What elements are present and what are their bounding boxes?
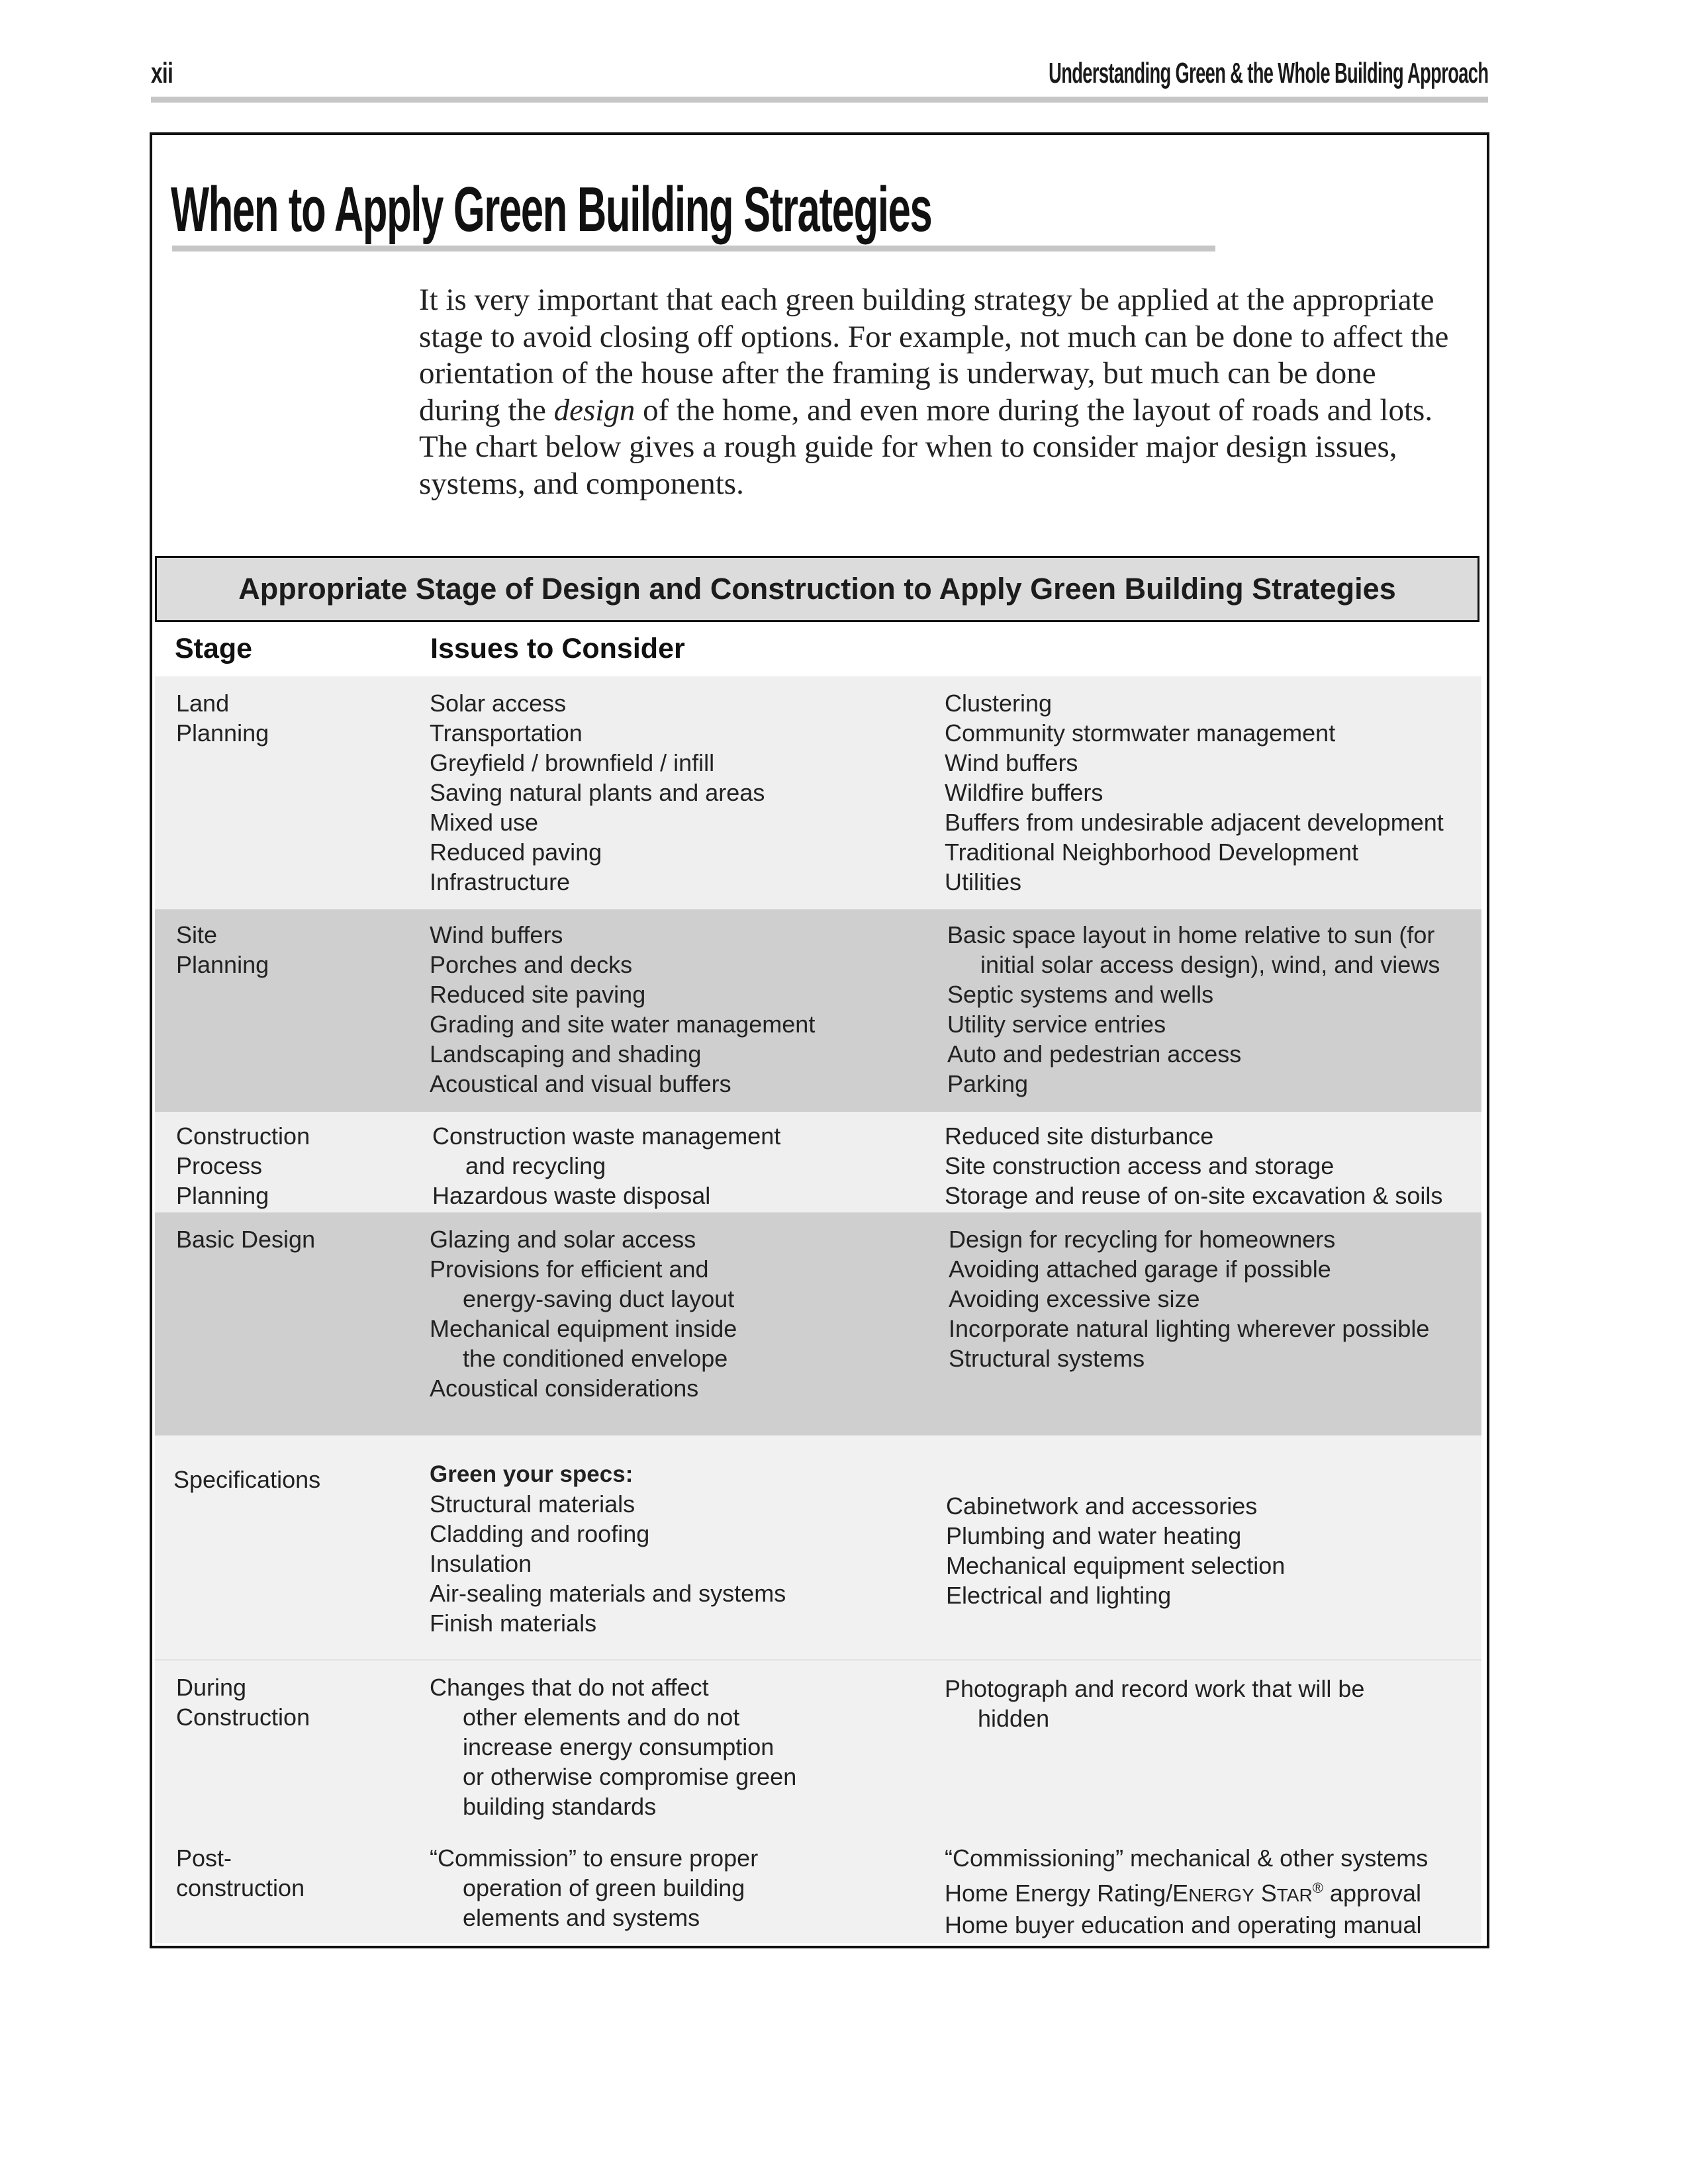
stage-cell — [176, 1843, 305, 1903]
stage-label: Specifications — [173, 1466, 321, 1493]
stage-cell — [176, 688, 269, 748]
list-item: Greyfield / brownfield / infill — [430, 749, 715, 776]
stage-label: Post- — [176, 1844, 232, 1872]
stage-label: Construction — [176, 1704, 310, 1731]
list-item: Landscaping and shading — [430, 1040, 702, 1068]
star-smallcaps: TAR — [1276, 1885, 1313, 1905]
header-rule — [151, 97, 1488, 103]
stage-label: Planning — [176, 1182, 269, 1209]
list-item: Septic systems and wells — [947, 981, 1214, 1008]
list-item: Mechanical equipment selection — [946, 1552, 1286, 1579]
list-item: Construction waste management — [432, 1122, 781, 1150]
issues-right-cell — [949, 1224, 1429, 1373]
list-item: initial solar access design), wind, and views — [980, 951, 1440, 978]
list-item: Utilities — [945, 868, 1022, 895]
table-title: Appropriate Stage of Design and Construction to Apply Green Building Strategies — [238, 572, 1396, 606]
list-item: hidden — [978, 1705, 1050, 1732]
list-item: Utility service entries — [947, 1011, 1166, 1038]
list-item: Auto and pedestrian access — [947, 1040, 1242, 1068]
list-item: operation of green building — [463, 1874, 745, 1901]
list-item: Porches and decks — [430, 951, 633, 978]
list-item: Insulation — [430, 1550, 532, 1577]
intro-text-1: It is very important that each green building strategy be applied at the appropriate stage to avoid closing off options. For example, not much can be done to affect the orientation of the house after the framing is underway, but much can be done during the — [419, 283, 1449, 428]
issues-left-cell — [430, 1843, 758, 1933]
table-row-specifications — [155, 1435, 1481, 1659]
registered-mark: ® — [1312, 1880, 1323, 1896]
running-head: Understanding Green & the Whole Building Approach — [1048, 57, 1488, 89]
stage-cell — [173, 1465, 320, 1494]
list-item: or otherwise compromise green — [463, 1763, 797, 1790]
list-item: Reduced site paving — [430, 981, 646, 1008]
list-item: Plumbing and water heating — [946, 1522, 1242, 1549]
list-item: Wind buffers — [430, 921, 563, 948]
list-item — [945, 1873, 1428, 1910]
list-item: Changes that do not affect — [430, 1674, 709, 1701]
list-item: Mixed use — [430, 809, 539, 836]
issues-right-cell — [945, 1674, 1364, 1733]
list-item: Solar access — [430, 690, 567, 717]
list-item: Avoiding attached garage if possible — [949, 1255, 1331, 1283]
list-heading: Green your specs: — [430, 1461, 633, 1487]
energy-smallcaps: NERGY — [1188, 1885, 1254, 1905]
issues-right-cell — [947, 920, 1440, 1099]
issues-right-cell — [946, 1491, 1285, 1610]
column-header-stage: Stage — [175, 633, 253, 664]
list-item: building standards — [463, 1793, 657, 1820]
issues-left-cell — [430, 920, 815, 1099]
list-item: Incorporate natural lighting wherever possible — [949, 1315, 1430, 1342]
list-item: Structural materials — [430, 1490, 635, 1518]
stage-cell — [176, 1672, 310, 1732]
list-item: Community stormwater management — [945, 719, 1336, 747]
list-item: Site construction access and storage — [945, 1152, 1335, 1179]
stage-cell — [176, 920, 269, 979]
stage-label: Process — [176, 1152, 263, 1179]
list-item: and recycling — [465, 1152, 606, 1179]
intro-text-2: of the home, and even more during the layout of roads and lots. The chart below gives a rough guide for when to consider major design issues, systems, and components. — [419, 392, 1433, 501]
issues-right-cell — [945, 1121, 1442, 1210]
stage-label: Basic Design — [176, 1226, 316, 1253]
issues-left-cell — [430, 1672, 796, 1821]
table-row-site-planning — [155, 909, 1481, 1112]
list-item: Acoustical and visual buffers — [430, 1070, 731, 1097]
list-item: energy-saving duct layout — [463, 1285, 735, 1312]
list-item: Design for recycling for homeowners — [949, 1226, 1336, 1253]
table-row-construction-process-planning — [155, 1112, 1481, 1212]
list-item: Finish materials — [430, 1610, 597, 1637]
stage-label: During — [176, 1674, 247, 1701]
list-item: Hazardous waste disposal — [432, 1182, 711, 1209]
issues-left-cell — [432, 1121, 780, 1210]
list-item: Electrical and lighting — [946, 1582, 1172, 1609]
list-item: Avoiding excessive size — [949, 1285, 1200, 1312]
list-item: Mechanical equipment inside — [430, 1315, 737, 1342]
stage-label: construction — [176, 1874, 305, 1901]
list-item: increase energy consumption — [463, 1733, 774, 1760]
list-item: “Commissioning” mechanical & other systems — [945, 1844, 1429, 1872]
list-item: Traditional Neighborhood Development — [945, 839, 1359, 866]
title-rule — [172, 246, 1215, 251]
list-item: “Commission” to ensure proper — [430, 1844, 759, 1872]
table-row-basic-design — [155, 1212, 1481, 1435]
list-item: Clustering — [945, 690, 1053, 717]
table-row-post-construction — [155, 1833, 1481, 1943]
list-item: Reduced paving — [430, 839, 602, 866]
list-item: Transportation — [430, 719, 583, 747]
list-item: other elements and do not — [463, 1704, 740, 1731]
column-header-issues: Issues to Consider — [430, 633, 685, 664]
intro-paragraph — [419, 282, 1452, 502]
stage-cell — [176, 1224, 315, 1254]
list-item: Storage and reuse of on-site excavation & soils — [945, 1182, 1443, 1209]
stage-label: Site — [176, 921, 218, 948]
intro-emphasis: design — [553, 392, 635, 428]
list-item: Grading and site water management — [430, 1011, 816, 1038]
list-item: Structural systems — [949, 1345, 1145, 1372]
table-row-land-planning — [155, 676, 1481, 909]
issues-left-cell — [430, 688, 765, 897]
list-item: Cladding and roofing — [430, 1520, 650, 1547]
list-item: Home buyer education and operating manual — [945, 1911, 1422, 1938]
list-item: Basic space layout in home relative to sun (for — [947, 921, 1435, 948]
page-title: When to Apply Green Building Strategies — [171, 174, 932, 245]
issues-right-cell — [945, 688, 1444, 897]
list-item: Reduced site disturbance — [945, 1122, 1214, 1150]
stage-label: Land — [176, 690, 230, 717]
list-item: Saving natural plants and areas — [430, 779, 765, 806]
list-item: elements and systems — [463, 1904, 700, 1931]
stage-label: Planning — [176, 719, 269, 747]
list-item: Glazing and solar access — [430, 1226, 696, 1253]
list-item: Infrastructure — [430, 868, 571, 895]
content-frame — [150, 132, 1489, 1948]
approval-text: approval — [1323, 1880, 1422, 1907]
list-item: Photograph and record work that will be — [945, 1675, 1365, 1702]
issues-left-cell — [430, 1459, 786, 1638]
stage-label: Construction — [176, 1122, 310, 1150]
stage-cell — [176, 1121, 310, 1210]
page-number: xii — [151, 57, 173, 89]
list-item: Buffers from undesirable adjacent development — [945, 809, 1444, 836]
table-title-box — [155, 556, 1479, 622]
list-item: Acoustical considerations — [430, 1375, 699, 1402]
stage-label: Planning — [176, 951, 269, 978]
issues-left-cell — [430, 1224, 737, 1403]
star-initial: S — [1254, 1880, 1277, 1907]
list-item: Air-sealing materials and systems — [430, 1580, 786, 1607]
list-item: Provisions for efficient and — [430, 1255, 709, 1283]
issues-right-cell — [945, 1843, 1428, 1940]
energy-rating-text: Home Energy Rating/E — [945, 1880, 1189, 1907]
list-item: the conditioned envelope — [463, 1345, 728, 1372]
list-item: Cabinetwork and accessories — [946, 1492, 1258, 1520]
list-item: Wildfire buffers — [945, 779, 1103, 806]
list-item: Wind buffers — [945, 749, 1078, 776]
list-item: Parking — [947, 1070, 1029, 1097]
table-row-during-construction — [155, 1659, 1481, 1833]
